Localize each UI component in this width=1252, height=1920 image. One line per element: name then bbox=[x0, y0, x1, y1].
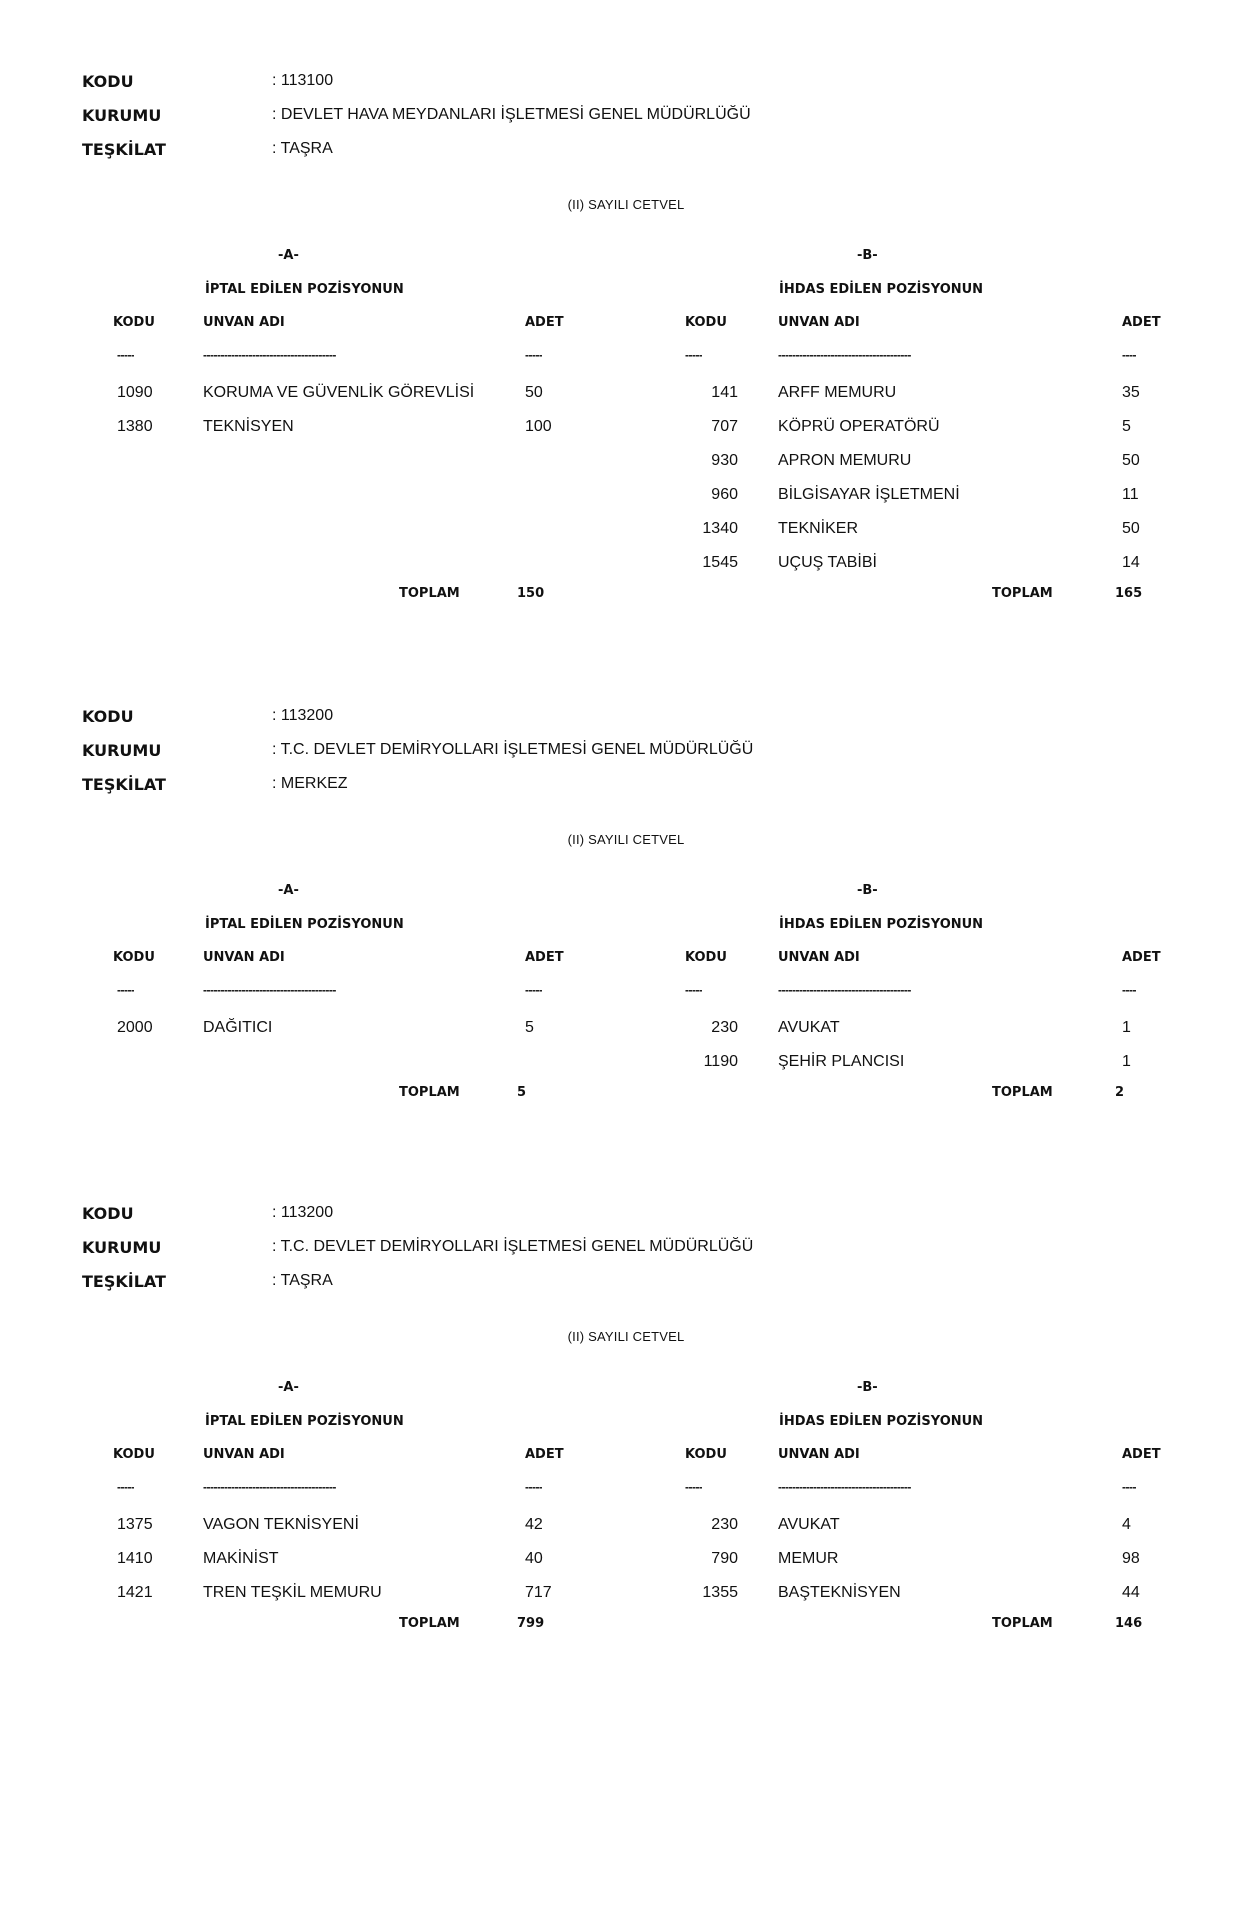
a-title: İPTAL EDİLEN POZİSYONUN bbox=[205, 282, 404, 297]
a-marker: -A- bbox=[278, 883, 299, 898]
b-row-unvan: TEKNİKER bbox=[778, 520, 859, 537]
ihdas-table bbox=[620, 707, 1252, 1167]
a-title: İPTAL EDİLEN POZİSYONUN bbox=[205, 1414, 404, 1429]
kurumu-value: : DEVLET HAVA MEYDANLARI İŞLETMESİ GENEL MÜDÜRLÜĞÜ bbox=[272, 106, 751, 123]
org-section bbox=[0, 72, 1252, 601]
kurumu-label: KURUMU bbox=[82, 106, 162, 125]
kurumu-label: KURUMU bbox=[82, 1238, 162, 1257]
teskilat-label: TEŞKİLAT bbox=[82, 1272, 166, 1291]
b-title: İHDAS EDİLEN POZİSYONUN bbox=[779, 917, 984, 932]
b-marker: -B- bbox=[857, 1380, 878, 1395]
b-row-adet: 14 bbox=[1122, 554, 1140, 571]
a-row-unvan: KORUMA VE GÜVENLİK GÖREVLİSİ bbox=[203, 384, 475, 401]
iptal-table bbox=[0, 72, 620, 601]
b-dash-kodu: ----- bbox=[685, 348, 703, 362]
b-title: İHDAS EDİLEN POZİSYONUN bbox=[779, 1414, 984, 1429]
b-dash-kodu: ----- bbox=[685, 1480, 703, 1494]
b-row-kodu: 230 bbox=[711, 1516, 738, 1533]
teskilat-value: : TAŞRA bbox=[272, 1272, 333, 1289]
kodu-value: : 113200 bbox=[272, 707, 334, 724]
kodu-label: KODU bbox=[82, 707, 134, 726]
a-row-unvan: TREN TEŞKİL MEMURU bbox=[203, 1584, 382, 1601]
kurumu-value: : T.C. DEVLET DEMİRYOLLARI İŞLETMESİ GENEL MÜDÜRLÜĞÜ bbox=[272, 1238, 754, 1255]
b-row-kodu: 960 bbox=[711, 486, 738, 503]
b-row-adet: 50 bbox=[1122, 452, 1140, 469]
a-row-kodu: 1380 bbox=[117, 418, 153, 435]
a-dash-kodu: ----- bbox=[117, 983, 135, 997]
a-toplam-label: TOPLAM bbox=[399, 1616, 460, 1631]
a-toplam-value: 799 bbox=[517, 1616, 545, 1631]
kodu-label: KODU bbox=[82, 1204, 134, 1223]
teskilat-value: : MERKEZ bbox=[272, 775, 348, 792]
a-row-adet: 50 bbox=[525, 384, 543, 401]
b-dash-adet: ---- bbox=[1122, 1480, 1136, 1494]
a-marker: -A- bbox=[278, 248, 299, 263]
b-row-adet: 1 bbox=[1122, 1053, 1131, 1070]
b-col-adet: ADET bbox=[1122, 315, 1161, 330]
kodu-value: : 113200 bbox=[272, 1204, 334, 1221]
b-col-kodu: KODU bbox=[685, 1447, 727, 1462]
b-row-unvan: ARFF MEMURU bbox=[778, 384, 897, 401]
b-col-adet: ADET bbox=[1122, 950, 1161, 965]
a-row-kodu: 1090 bbox=[117, 384, 153, 401]
b-row-kodu: 141 bbox=[711, 384, 738, 401]
a-dash-kodu: ----- bbox=[117, 1480, 135, 1494]
b-dash-adet: ---- bbox=[1122, 983, 1136, 997]
b-row-adet: 4 bbox=[1122, 1516, 1131, 1533]
b-toplam-label: TOPLAM bbox=[992, 586, 1053, 601]
b-row-adet: 44 bbox=[1122, 1584, 1140, 1601]
a-row-unvan: VAGON TEKNİSYENİ bbox=[203, 1516, 359, 1533]
a-dash-adet: ----- bbox=[525, 983, 543, 997]
a-dash-unvan: -------------------------------------- bbox=[203, 1480, 336, 1494]
b-dash-unvan: -------------------------------------- bbox=[778, 983, 911, 997]
iptal-table bbox=[0, 707, 620, 1167]
a-row-kodu: 1410 bbox=[117, 1550, 153, 1567]
a-dash-kodu: ----- bbox=[117, 348, 135, 362]
b-toplam-value: 165 bbox=[1115, 586, 1143, 601]
a-dash-unvan: -------------------------------------- bbox=[203, 348, 336, 362]
teskilat-label: TEŞKİLAT bbox=[82, 775, 166, 794]
cetvel-title: (II) SAYILI CETVEL bbox=[567, 832, 685, 847]
b-row-kodu: 707 bbox=[711, 418, 738, 435]
teskilat-label: TEŞKİLAT bbox=[82, 140, 166, 159]
a-dash-adet: ----- bbox=[525, 1480, 543, 1494]
teskilat-value: : TAŞRA bbox=[272, 140, 333, 157]
a-col-unvan: UNVAN ADI bbox=[203, 950, 285, 965]
b-row-kodu: 930 bbox=[711, 452, 738, 469]
cetvel-title: (II) SAYILI CETVEL bbox=[567, 197, 685, 212]
b-row-unvan: KÖPRÜ OPERATÖRÜ bbox=[778, 418, 940, 435]
b-col-unvan: UNVAN ADI bbox=[778, 1447, 860, 1462]
b-toplam-value: 2 bbox=[1115, 1085, 1125, 1100]
org-section bbox=[0, 1204, 1252, 1664]
b-dash-kodu: ----- bbox=[685, 983, 703, 997]
b-dash-unvan: -------------------------------------- bbox=[778, 1480, 911, 1494]
ihdas-table bbox=[620, 1204, 1252, 1664]
b-row-kodu: 790 bbox=[711, 1550, 738, 1567]
a-dash-unvan: -------------------------------------- bbox=[203, 983, 336, 997]
b-title: İHDAS EDİLEN POZİSYONUN bbox=[779, 282, 984, 297]
a-row-adet: 717 bbox=[525, 1584, 552, 1601]
a-toplam-label: TOPLAM bbox=[399, 586, 460, 601]
b-row-adet: 5 bbox=[1122, 418, 1131, 435]
b-row-unvan: UÇUŞ TABİBİ bbox=[778, 554, 877, 571]
iptal-table bbox=[0, 1204, 620, 1664]
b-marker: -B- bbox=[857, 248, 878, 263]
b-row-adet: 50 bbox=[1122, 520, 1140, 537]
a-marker: -A- bbox=[278, 1380, 299, 1395]
b-col-kodu: KODU bbox=[685, 950, 727, 965]
b-row-adet: 98 bbox=[1122, 1550, 1140, 1567]
b-row-unvan: BİLGİSAYAR İŞLETMENİ bbox=[778, 486, 960, 503]
a-col-kodu: KODU bbox=[113, 315, 155, 330]
b-col-kodu: KODU bbox=[685, 315, 727, 330]
b-row-kodu: 1355 bbox=[702, 1584, 738, 1601]
a-col-unvan: UNVAN ADI bbox=[203, 315, 285, 330]
a-row-unvan: DAĞITICI bbox=[203, 1019, 273, 1036]
a-col-kodu: KODU bbox=[113, 950, 155, 965]
b-row-kodu: 230 bbox=[711, 1019, 738, 1036]
b-toplam-label: TOPLAM bbox=[992, 1085, 1053, 1100]
b-row-unvan: AVUKAT bbox=[778, 1516, 840, 1533]
b-col-unvan: UNVAN ADI bbox=[778, 315, 860, 330]
a-row-kodu: 1375 bbox=[117, 1516, 153, 1533]
b-row-adet: 1 bbox=[1122, 1019, 1131, 1036]
a-toplam-value: 5 bbox=[517, 1085, 527, 1100]
a-row-kodu: 1421 bbox=[117, 1584, 153, 1601]
a-col-adet: ADET bbox=[525, 1447, 564, 1462]
a-toplam-value: 150 bbox=[517, 586, 545, 601]
b-row-kodu: 1340 bbox=[702, 520, 738, 537]
b-row-unvan: MEMUR bbox=[778, 1550, 839, 1567]
b-marker: -B- bbox=[857, 883, 878, 898]
b-col-unvan: UNVAN ADI bbox=[778, 950, 860, 965]
a-toplam-label: TOPLAM bbox=[399, 1085, 460, 1100]
a-row-unvan: TEKNİSYEN bbox=[203, 418, 294, 435]
a-col-adet: ADET bbox=[525, 315, 564, 330]
a-title: İPTAL EDİLEN POZİSYONUN bbox=[205, 917, 404, 932]
b-col-adet: ADET bbox=[1122, 1447, 1161, 1462]
org-section bbox=[0, 707, 1252, 1167]
b-toplam-value: 146 bbox=[1115, 1616, 1143, 1631]
a-row-unvan: MAKİNİST bbox=[203, 1550, 279, 1567]
b-row-unvan: ŞEHİR PLANCISI bbox=[778, 1053, 905, 1070]
kurumu-value: : T.C. DEVLET DEMİRYOLLARI İŞLETMESİ GENEL MÜDÜRLÜĞÜ bbox=[272, 741, 754, 758]
b-row-unvan: APRON MEMURU bbox=[778, 452, 912, 469]
kodu-label: KODU bbox=[82, 72, 134, 91]
b-row-adet: 11 bbox=[1122, 486, 1139, 503]
cetvel-title: (II) SAYILI CETVEL bbox=[567, 1329, 685, 1344]
b-dash-adet: ---- bbox=[1122, 348, 1136, 362]
a-col-adet: ADET bbox=[525, 950, 564, 965]
a-col-kodu: KODU bbox=[113, 1447, 155, 1462]
b-row-kodu: 1190 bbox=[703, 1053, 738, 1070]
b-row-kodu: 1545 bbox=[702, 554, 738, 571]
a-row-adet: 5 bbox=[525, 1019, 534, 1036]
ihdas-table bbox=[620, 72, 1252, 601]
kodu-value: : 113100 bbox=[272, 72, 334, 89]
b-row-unvan: BAŞTEKNİSYEN bbox=[778, 1584, 901, 1601]
a-dash-adet: ----- bbox=[525, 348, 543, 362]
b-toplam-label: TOPLAM bbox=[992, 1616, 1053, 1631]
a-row-adet: 40 bbox=[525, 1550, 543, 1567]
a-row-adet: 42 bbox=[525, 1516, 543, 1533]
b-dash-unvan: -------------------------------------- bbox=[778, 348, 911, 362]
b-row-unvan: AVUKAT bbox=[778, 1019, 840, 1036]
b-row-adet: 35 bbox=[1122, 384, 1140, 401]
kurumu-label: KURUMU bbox=[82, 741, 162, 760]
a-col-unvan: UNVAN ADI bbox=[203, 1447, 285, 1462]
a-row-kodu: 2000 bbox=[117, 1019, 153, 1036]
a-row-adet: 100 bbox=[525, 418, 552, 435]
